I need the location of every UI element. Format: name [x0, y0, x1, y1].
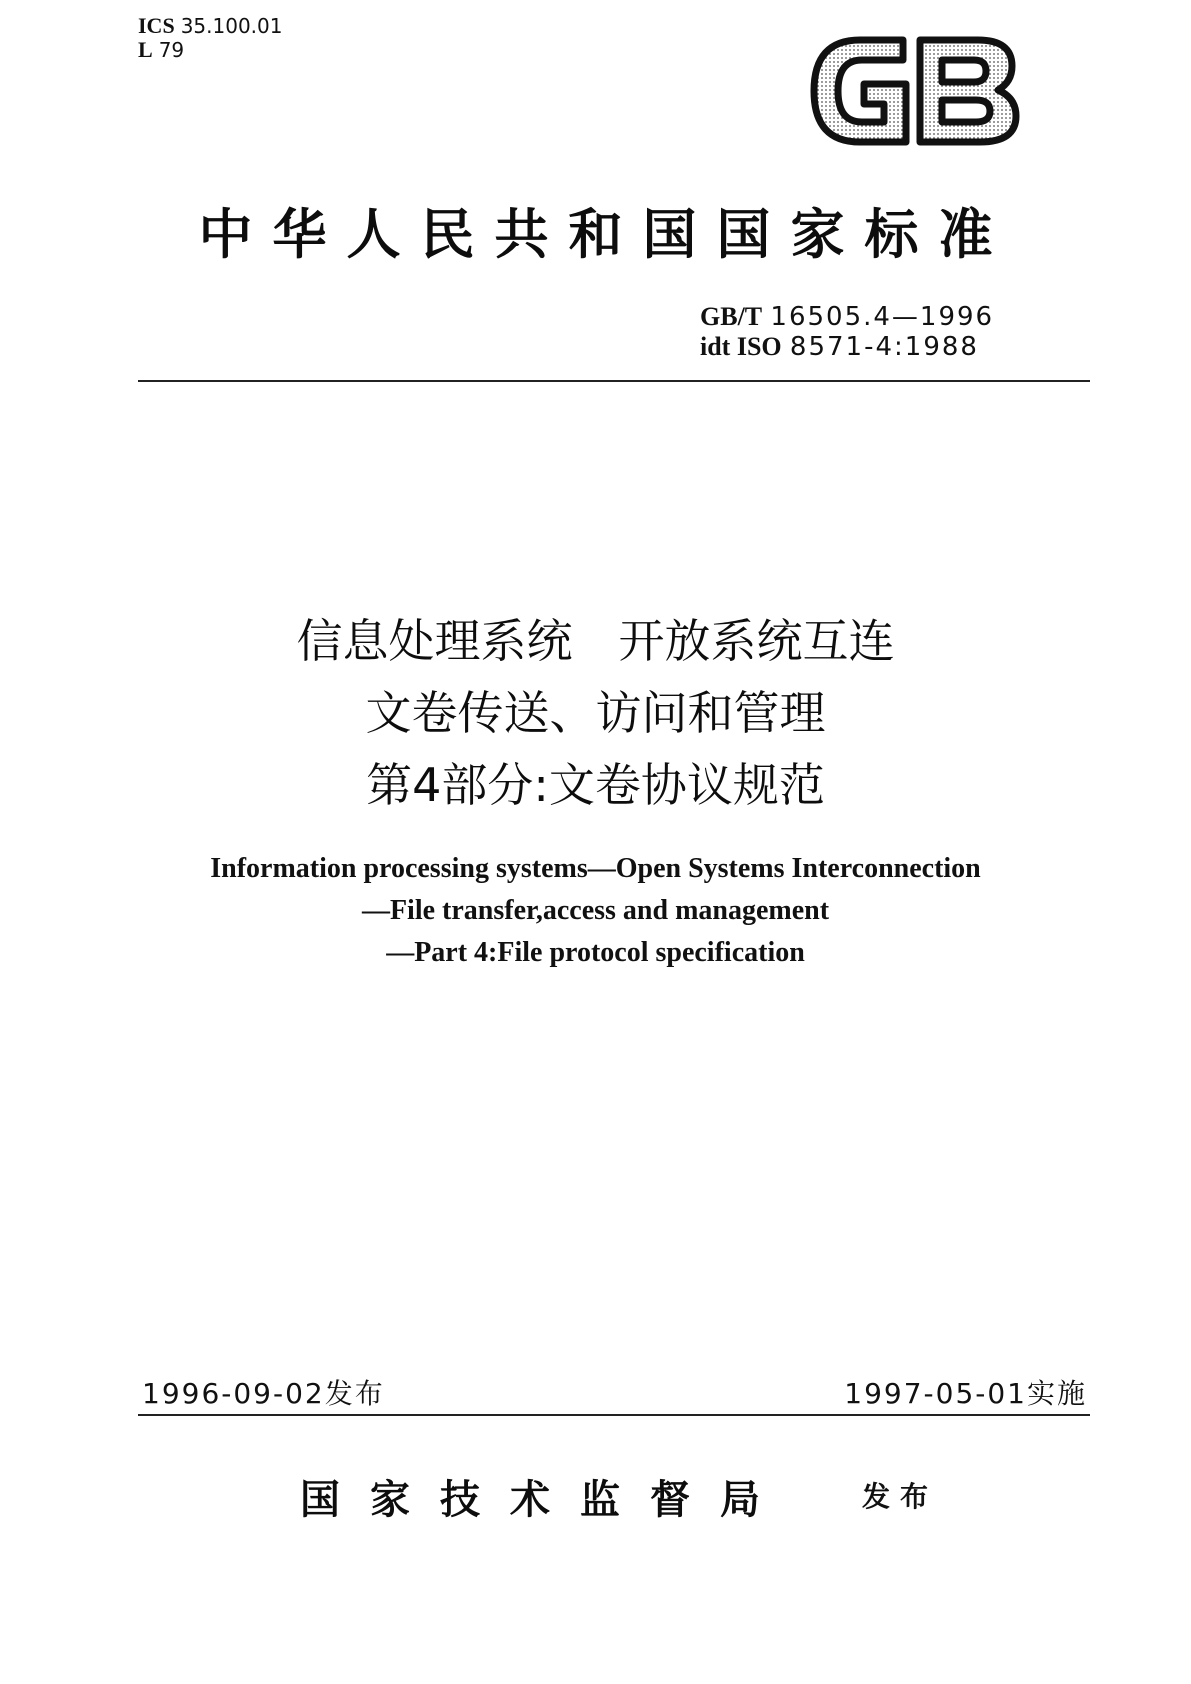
- idt-code-label: idt ISO: [700, 332, 782, 361]
- issue-date: 1996-09-02发布: [142, 1377, 385, 1410]
- chinese-title: [0, 605, 1191, 821]
- ics-code: [138, 14, 282, 38]
- top-divider: [138, 380, 1090, 382]
- ics-label: ICS: [138, 13, 175, 38]
- classification-codes: [138, 14, 282, 62]
- english-title-line-1: Information processing systems—Open Systems Interconnection: [210, 853, 981, 884]
- ics-value: 35.100.01: [180, 14, 283, 38]
- english-title-line-2: —File transfer,access and management: [361, 895, 830, 926]
- issue-action: 发布: [862, 1480, 939, 1513]
- english-title-line-3: —Part 4:File protocol specification: [386, 937, 805, 968]
- bottom-divider: [138, 1414, 1090, 1416]
- standard-codes: [700, 302, 994, 362]
- gb-code-number: 16505.4—1996: [770, 302, 995, 332]
- chinese-title-line-3: 第4部分:文卷协议规范: [366, 758, 825, 812]
- idt-code-number: 8571-4:1988: [789, 332, 979, 362]
- gb-code-label: GB/T: [700, 302, 763, 331]
- l-label: L: [138, 37, 153, 62]
- effective-date: 1997-05-01实施: [844, 1377, 1087, 1410]
- l-code: [138, 38, 282, 62]
- issuing-authority: 国家技术监督局: [300, 1476, 790, 1523]
- idt-code-line: [700, 332, 994, 362]
- gb-logo: [808, 32, 1020, 150]
- chinese-title-line-2: 文卷传送、访问和管理: [365, 686, 826, 740]
- chinese-title-line-1: 信息处理系统 开放系统互连: [296, 614, 895, 668]
- english-title: [0, 848, 1191, 974]
- l-value: 79: [158, 38, 185, 62]
- gb-code-line: [700, 302, 994, 332]
- national-standard-title: 中华人民共和国国家标准: [198, 202, 1013, 266]
